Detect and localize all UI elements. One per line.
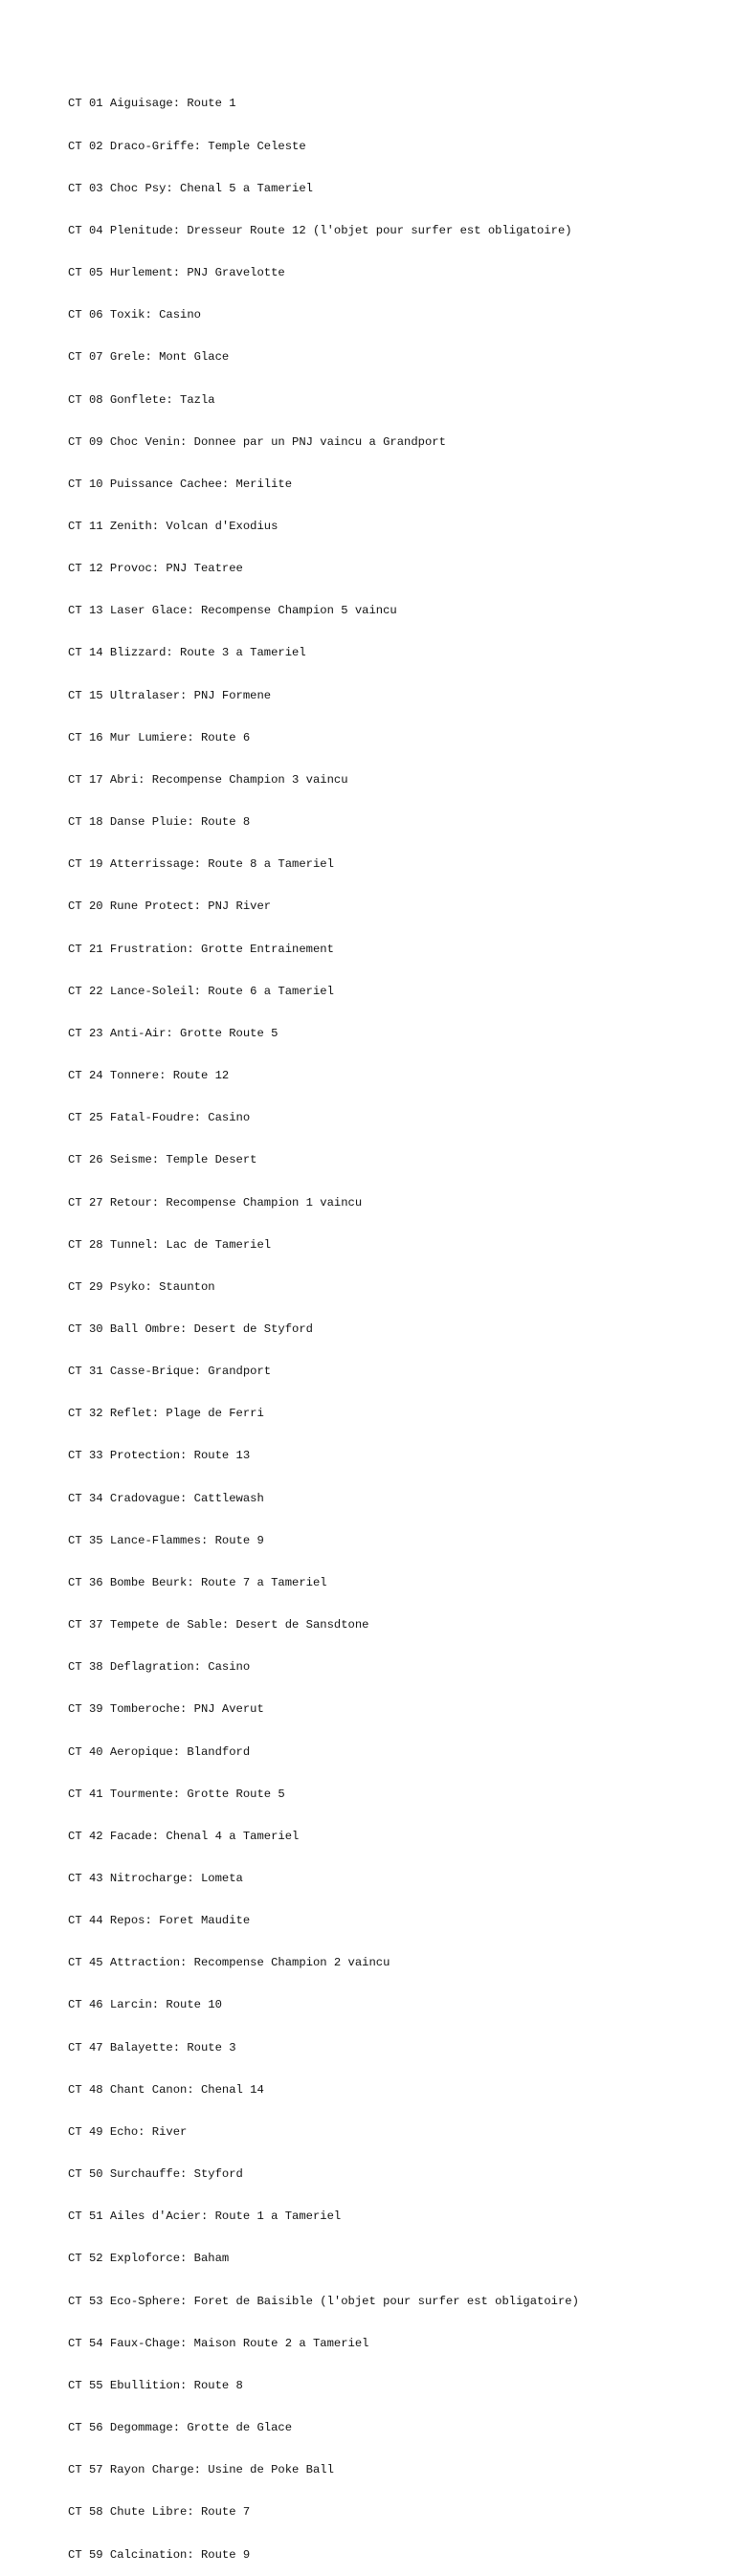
list-item: CT 33 Protection: Route 13 <box>68 1449 251 1463</box>
list-item: CT 16 Mur Lumiere: Route 6 <box>68 730 251 744</box>
list-item: CT 41 Tourmente: Grotte Route 5 <box>68 1787 285 1801</box>
list-item: CT 40 Aeropique: Blandford <box>68 1744 251 1759</box>
list-item: CT 17 Abri: Recompense Champion 3 vaincu <box>68 772 348 787</box>
list-item: CT 13 Laser Glace: Recompense Champion 5 vaincu <box>68 604 397 618</box>
list-item: CT 05 Hurlement: PNJ Gravelotte <box>68 266 285 280</box>
list-item: CT 19 Atterrissage: Route 8 a Tameriel <box>68 857 334 872</box>
list-item: CT 39 Tomberoche: PNJ Averut <box>68 1702 264 1717</box>
list-item: CT 35 Lance-Flammes: Route 9 <box>68 1533 264 1547</box>
list-item: CT 31 Casse-Brique: Grandport <box>68 1365 272 1379</box>
list-item: CT 26 Seisme: Temple Desert <box>68 1153 257 1167</box>
list-item: CT 38 Deflagration: Casino <box>68 1660 251 1675</box>
list-item: CT 54 Faux-Chage: Maison Route 2 a Tameriel <box>68 2336 369 2350</box>
list-item: CT 51 Ailes d'Acier: Route 1 a Tameriel <box>68 2210 342 2224</box>
list-item: CT 02 Draco-Griffe: Temple Celeste <box>68 139 306 153</box>
list-item: CT 18 Danse Pluie: Route 8 <box>68 815 251 830</box>
list-item: CT 55 Ebullition: Route 8 <box>68 2378 243 2392</box>
list-item: CT 22 Lance-Soleil: Route 6 a Tameriel <box>68 984 334 998</box>
list-item: CT 04 Plenitude: Dresseur Route 12 (l'objet pour surfer est obligatoire) <box>68 223 572 237</box>
list-item: CT 37 Tempete de Sable: Desert de Sansdtone <box>68 1618 369 1632</box>
list-item: CT 45 Attraction: Recompense Champion 2 vaincu <box>68 1956 390 1970</box>
list-item: CT 43 Nitrocharge: Lometa <box>68 1872 243 1885</box>
list-item: CT 20 Rune Protect: PNJ River <box>68 899 272 914</box>
list-item: CT 47 Balayette: Route 3 <box>68 2040 236 2054</box>
list-item: CT 32 Reflet: Plage de Ferri <box>68 1407 264 1421</box>
list-item: CT 11 Zenith: Volcan d'Exodius <box>68 520 278 533</box>
list-item: CT 57 Rayon Charge: Usine de Poke Ball <box>68 2463 334 2477</box>
list-item: CT 46 Larcin: Route 10 <box>68 1998 222 2012</box>
list-item: CT 56 Degommage: Grotte de Glace <box>68 2421 293 2435</box>
list-item: CT 28 Tunnel: Lac de Tameriel <box>68 1237 272 1252</box>
list-item: CT 23 Anti-Air: Grotte Route 5 <box>68 1026 278 1040</box>
list-item: CT 44 Repos: Foret Maudite <box>68 1914 251 1928</box>
list-item: CT 21 Frustration: Grotte Entrainement <box>68 942 334 956</box>
list-item: CT 07 Grele: Mont Glace <box>68 350 230 365</box>
list-item: CT 24 Tonnere: Route 12 <box>68 1069 230 1083</box>
list-item: CT 36 Bombe Beurk: Route 7 a Tameriel <box>68 1575 327 1589</box>
list-item: CT 14 Blizzard: Route 3 a Tameriel <box>68 646 306 660</box>
list-item: CT 53 Eco-Sphere: Foret de Baisible (l'objet pour surfer est obligatoire) <box>68 2294 579 2308</box>
list-item: CT 50 Surchauffe: Styford <box>68 2167 243 2182</box>
list-item: CT 01 Aiguisage: Route 1 <box>68 97 236 111</box>
list-item: CT 59 Calcination: Route 9 <box>68 2547 251 2562</box>
list-item: CT 25 Fatal-Foudre: Casino <box>68 1111 251 1125</box>
list-item: CT 29 Psyko: Staunton <box>68 1279 215 1294</box>
list-item: CT 48 Chant Canon: Chenal 14 <box>68 2082 264 2097</box>
tm-location-list <box>68 69 579 2576</box>
list-item: CT 27 Retour: Recompense Champion 1 vaincu <box>68 1195 363 1210</box>
list-item: CT 42 Facade: Chenal 4 a Tameriel <box>68 1829 300 1843</box>
list-item: CT 06 Toxik: Casino <box>68 308 201 322</box>
list-item: CT 34 Cradovague: Cattlewash <box>68 1491 264 1505</box>
list-item: CT 30 Ball Ombre: Desert de Styford <box>68 1321 313 1336</box>
list-item: CT 49 Echo: River <box>68 2124 188 2139</box>
list-item: CT 12 Provoc: PNJ Teatree <box>68 562 243 576</box>
list-item: CT 03 Choc Psy: Chenal 5 a Tameriel <box>68 181 313 195</box>
list-item: CT 09 Choc Venin: Donnee par un PNJ vaincu a Grandport <box>68 434 446 449</box>
list-item: CT 08 Gonflete: Tazla <box>68 392 215 407</box>
list-item: CT 58 Chute Libre: Route 7 <box>68 2505 251 2520</box>
list-item: CT 52 Exploforce: Baham <box>68 2252 230 2266</box>
list-item: CT 15 Ultralaser: PNJ Formene <box>68 688 272 702</box>
list-item: CT 10 Puissance Cachee: Merilite <box>68 477 293 491</box>
